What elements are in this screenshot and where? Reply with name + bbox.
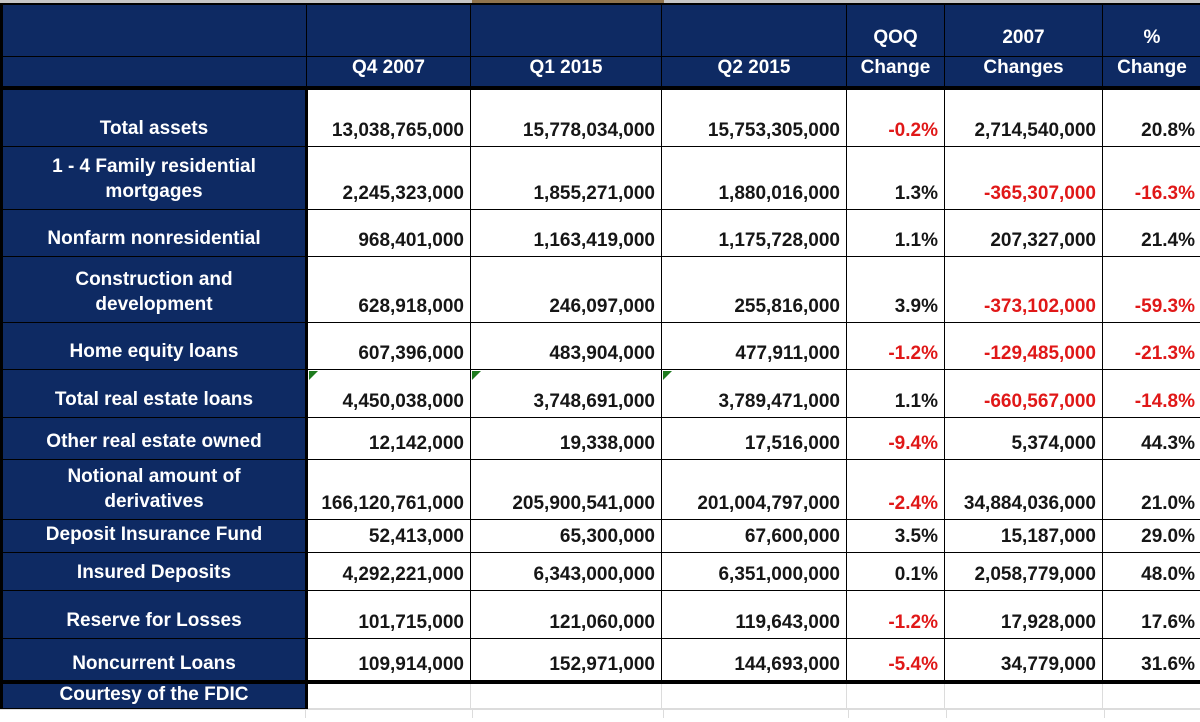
- row-label[interactable]: Construction and development: [2, 256, 307, 322]
- table-row: [2, 88, 1200, 146]
- cell-2007-changes[interactable]: -660,567,000: [945, 369, 1103, 417]
- cell-q4-2007[interactable]: 968,401,000: [307, 209, 471, 256]
- cell-qoq-change[interactable]: -2.4%: [847, 459, 945, 519]
- cell-q2-2015[interactable]: 255,816,000: [662, 256, 847, 322]
- cell-q1-2015[interactable]: 19,338,000: [471, 417, 662, 459]
- cell-2007-changes[interactable]: -129,485,000: [945, 322, 1103, 369]
- header-pct[interactable]: %: [1103, 4, 1200, 56]
- cell-pct-change[interactable]: 31.6%: [1103, 638, 1200, 682]
- table-row: [2, 209, 1200, 256]
- row-label[interactable]: Total assets: [2, 88, 307, 146]
- cell-q4-2007[interactable]: 4,292,221,000: [307, 552, 471, 590]
- cell-q1-2015[interactable]: 121,060,000: [471, 590, 662, 638]
- cell-q2-2015[interactable]: 3,789,471,000: [662, 369, 847, 417]
- gridline: [1104, 710, 1105, 718]
- cell-q1-2015[interactable]: 6,343,000,000: [471, 552, 662, 590]
- cell-pct-change[interactable]: -59.3%: [1103, 256, 1200, 322]
- gridline: [848, 710, 849, 718]
- cell-q4-2007[interactable]: 13,038,765,000: [307, 88, 471, 146]
- cell-qoq-change[interactable]: 0.1%: [847, 552, 945, 590]
- cell-q4-2007[interactable]: 4,450,038,000: [307, 369, 471, 417]
- cell-q4-2007[interactable]: 109,914,000: [307, 638, 471, 682]
- cell-q2-2015[interactable]: 17,516,000: [662, 417, 847, 459]
- cell-pct-change[interactable]: 21.0%: [1103, 459, 1200, 519]
- table-row: [2, 369, 1200, 417]
- header-q2-2015[interactable]: Q2 2015: [662, 56, 847, 88]
- cell-q4-2007[interactable]: 628,918,000: [307, 256, 471, 322]
- footer-row: [2, 682, 1200, 709]
- table-row: [2, 146, 1200, 209]
- cell-q2-2015[interactable]: 6,351,000,000: [662, 552, 847, 590]
- cell-2007-changes[interactable]: 15,187,000: [945, 519, 1103, 552]
- cell-q4-2007[interactable]: 607,396,000: [307, 322, 471, 369]
- cell-q2-2015[interactable]: 1,175,728,000: [662, 209, 847, 256]
- row-label[interactable]: Nonfarm nonresidential: [2, 209, 307, 256]
- gridline: [472, 710, 473, 718]
- sheet-bottom-edge: [0, 709, 1200, 718]
- cell-qoq-change[interactable]: -1.2%: [847, 590, 945, 638]
- header-2007-changes[interactable]: Changes: [945, 56, 1103, 88]
- cell-pct-change[interactable]: -14.8%: [1103, 369, 1200, 417]
- sheet-top-edge: [0, 0, 1200, 3]
- cell-2007-changes[interactable]: 2,714,540,000: [945, 88, 1103, 146]
- cell-qoq-change[interactable]: -0.2%: [847, 88, 945, 146]
- cell-top-border-accent: [472, 0, 664, 3]
- cell-pct-change[interactable]: 17.6%: [1103, 590, 1200, 638]
- cell-q1-2015[interactable]: 15,778,034,000: [471, 88, 662, 146]
- row-label[interactable]: Reserve for Losses: [2, 590, 307, 638]
- cell-pct-change[interactable]: 29.0%: [1103, 519, 1200, 552]
- cell-2007-changes[interactable]: -365,307,000: [945, 146, 1103, 209]
- row-label[interactable]: Total real estate loans: [2, 369, 307, 417]
- cell-qoq-change[interactable]: 3.9%: [847, 256, 945, 322]
- header-qoq-change[interactable]: Change: [847, 56, 945, 88]
- header-blank-cell[interactable]: [662, 4, 847, 56]
- cell-pct-change[interactable]: 44.3%: [1103, 417, 1200, 459]
- cell-qoq-change[interactable]: 1.1%: [847, 209, 945, 256]
- gridline: [663, 710, 664, 718]
- cell-q1-2015[interactable]: 3,748,691,000: [471, 369, 662, 417]
- cell-q2-2015[interactable]: 201,004,797,000: [662, 459, 847, 519]
- fdic-comparison-table: [0, 3, 1200, 709]
- cell-q4-2007[interactable]: 12,142,000: [307, 417, 471, 459]
- row-label[interactable]: Other real estate owned: [2, 417, 307, 459]
- cell-qoq-change[interactable]: 3.5%: [847, 519, 945, 552]
- cell-q2-2015[interactable]: 144,693,000: [662, 638, 847, 682]
- header-row-1: [2, 4, 1200, 56]
- table-row: [2, 519, 1200, 552]
- empty-cell[interactable]: [847, 682, 945, 709]
- table-row: [2, 322, 1200, 369]
- header-qoq[interactable]: QOQ: [847, 4, 945, 56]
- cell-qoq-change[interactable]: -5.4%: [847, 638, 945, 682]
- cell-q2-2015[interactable]: 477,911,000: [662, 322, 847, 369]
- empty-cell[interactable]: [1103, 682, 1200, 709]
- cell-q4-2007[interactable]: 2,245,323,000: [307, 146, 471, 209]
- cell-pct-change[interactable]: 48.0%: [1103, 552, 1200, 590]
- comment-flag-icon: [663, 371, 672, 380]
- cell-qoq-change[interactable]: 1.3%: [847, 146, 945, 209]
- cell-q1-2015[interactable]: 65,300,000: [471, 519, 662, 552]
- header-blank-cell[interactable]: [2, 56, 307, 88]
- empty-cell[interactable]: [471, 682, 662, 709]
- table-row: [2, 552, 1200, 590]
- cell-q2-2015[interactable]: 67,600,000: [662, 519, 847, 552]
- table-row: [2, 590, 1200, 638]
- row-label[interactable]: Deposit Insurance Fund: [2, 519, 307, 552]
- header-row-2: [2, 56, 1200, 88]
- cell-2007-changes[interactable]: 34,779,000: [945, 638, 1103, 682]
- table-row: [2, 256, 1200, 322]
- cell-pct-change[interactable]: -21.3%: [1103, 322, 1200, 369]
- table-row: [2, 417, 1200, 459]
- cell-2007-changes[interactable]: -373,102,000: [945, 256, 1103, 322]
- row-label[interactable]: Notional amount of derivatives: [2, 459, 307, 519]
- header-q1-2015[interactable]: Q1 2015: [471, 56, 662, 88]
- cell-q1-2015[interactable]: 205,900,541,000: [471, 459, 662, 519]
- footer-credit[interactable]: Courtesy of the FDIC: [2, 682, 307, 709]
- cell-q2-2015[interactable]: 1,880,016,000: [662, 146, 847, 209]
- cell-q2-2015[interactable]: 119,643,000: [662, 590, 847, 638]
- cell-q4-2007[interactable]: 52,413,000: [307, 519, 471, 552]
- cell-2007-changes[interactable]: 207,327,000: [945, 209, 1103, 256]
- cell-q2-2015[interactable]: 15,753,305,000: [662, 88, 847, 146]
- header-2007[interactable]: 2007: [945, 4, 1103, 56]
- cell-q1-2015[interactable]: 483,904,000: [471, 322, 662, 369]
- header-pct-change[interactable]: Change: [1103, 56, 1200, 88]
- cell-q4-2007[interactable]: 166,120,761,000: [307, 459, 471, 519]
- row-label[interactable]: Noncurrent Loans: [2, 638, 307, 682]
- cell-pct-change[interactable]: 21.4%: [1103, 209, 1200, 256]
- cell-pct-change[interactable]: -16.3%: [1103, 146, 1200, 209]
- cell-qoq-change[interactable]: -9.4%: [847, 417, 945, 459]
- header-blank-cell[interactable]: [2, 4, 307, 56]
- comment-flag-icon: [309, 371, 318, 380]
- cell-q1-2015[interactable]: 152,971,000: [471, 638, 662, 682]
- cell-2007-changes[interactable]: 34,884,036,000: [945, 459, 1103, 519]
- cell-q4-2007[interactable]: 101,715,000: [307, 590, 471, 638]
- cell-q1-2015[interactable]: 1,163,419,000: [471, 209, 662, 256]
- table-row: [2, 638, 1200, 682]
- cell-q1-2015[interactable]: 246,097,000: [471, 256, 662, 322]
- header-blank-cell[interactable]: [307, 4, 471, 56]
- header-q4-2007[interactable]: Q4 2007: [307, 56, 471, 88]
- gridline: [305, 710, 306, 718]
- cell-qoq-change[interactable]: -1.2%: [847, 322, 945, 369]
- cell-qoq-change[interactable]: 1.1%: [847, 369, 945, 417]
- cell-2007-changes[interactable]: 2,058,779,000: [945, 552, 1103, 590]
- cell-q1-2015[interactable]: 1,855,271,000: [471, 146, 662, 209]
- empty-cell[interactable]: [307, 682, 471, 709]
- cell-2007-changes[interactable]: 17,928,000: [945, 590, 1103, 638]
- row-label[interactable]: Home equity loans: [2, 322, 307, 369]
- gridline: [946, 710, 947, 718]
- header-blank-cell[interactable]: [471, 4, 662, 56]
- empty-cell[interactable]: [945, 682, 1103, 709]
- table-row: [2, 459, 1200, 519]
- cell-2007-changes[interactable]: 5,374,000: [945, 417, 1103, 459]
- comment-flag-icon: [472, 371, 481, 380]
- empty-cell[interactable]: [662, 682, 847, 709]
- row-label[interactable]: 1 - 4 Family residential mortgages: [2, 146, 307, 209]
- row-label[interactable]: Insured Deposits: [2, 552, 307, 590]
- cell-pct-change[interactable]: 20.8%: [1103, 88, 1200, 146]
